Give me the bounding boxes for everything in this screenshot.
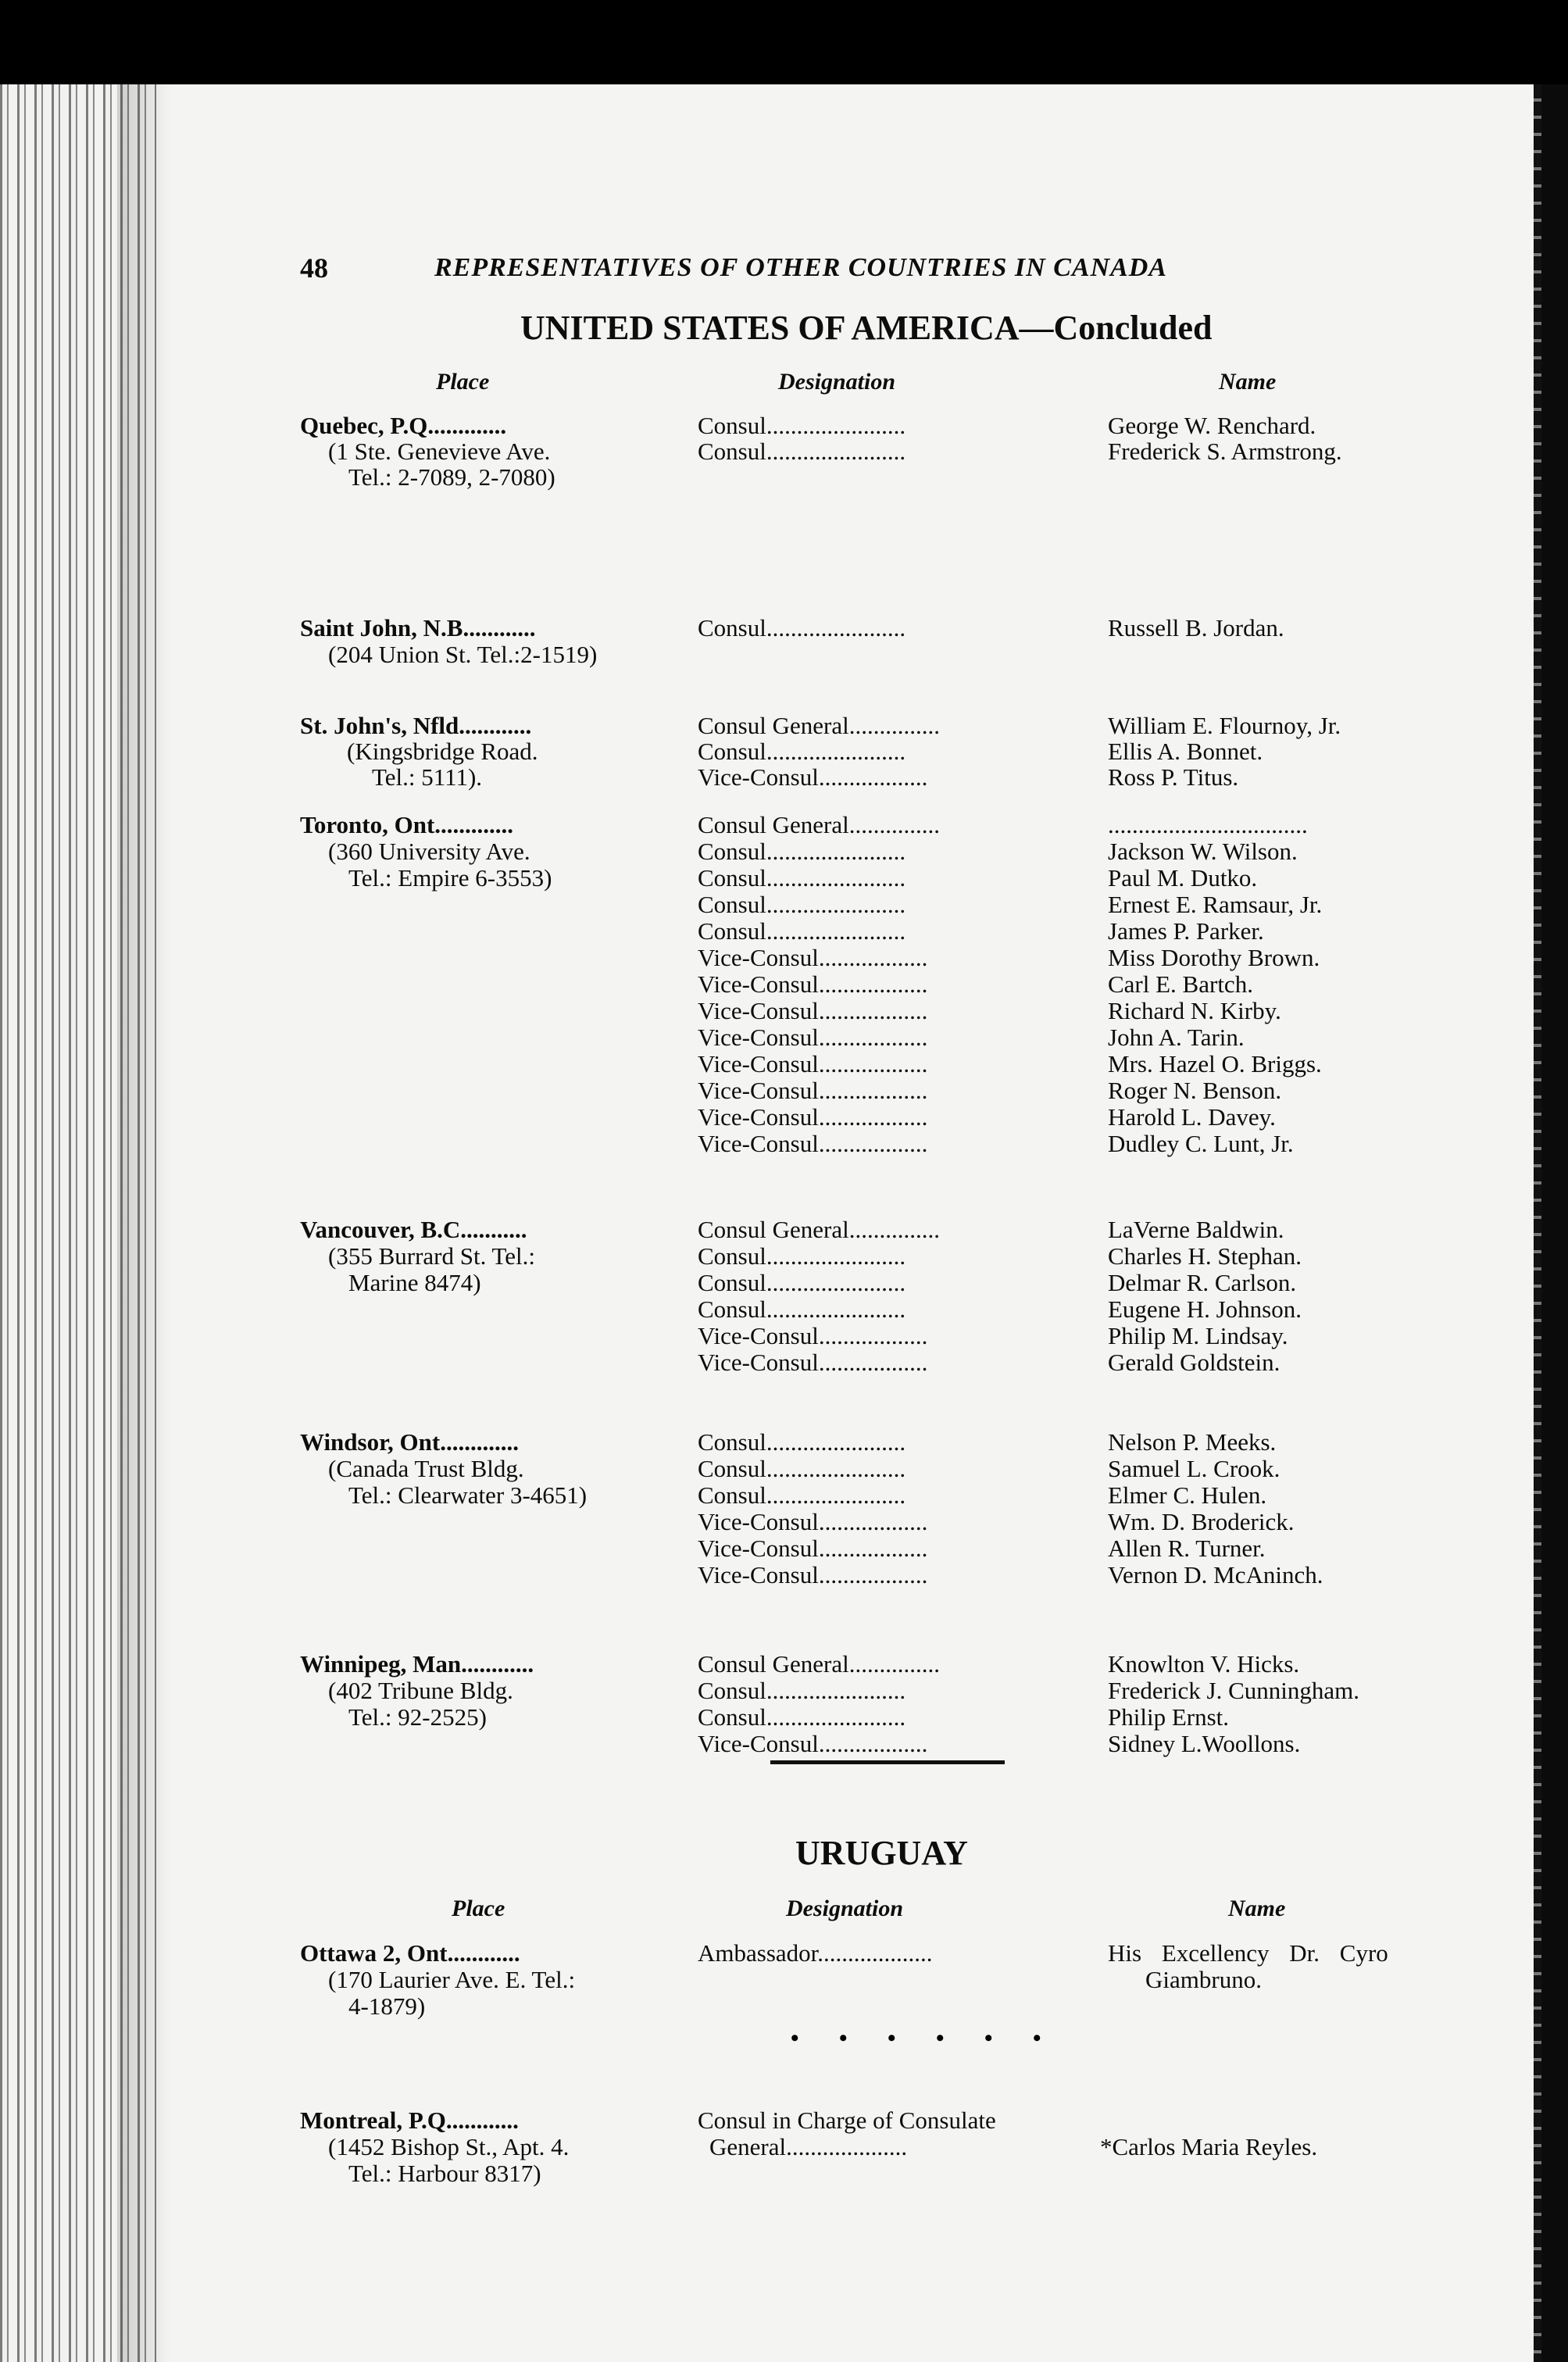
gutter-shadow (117, 84, 172, 2362)
person-name: Carl E. Bartch. (1108, 970, 1253, 998)
place-name: Ottawa 2, Ont............ (300, 1939, 520, 1967)
person-name: Delmar R. Carlson. (1108, 1269, 1297, 1296)
designation: Vice-Consul.................. (698, 1024, 928, 1051)
person-name: Nelson P. Meeks. (1108, 1428, 1277, 1456)
person-name: George W. Renchard. (1108, 412, 1316, 439)
column-header-place: Place (452, 1896, 505, 1921)
designation: Consul....................... (698, 864, 906, 892)
person-name: Philip Ernst. (1108, 1703, 1230, 1731)
person-name: Ross P. Titus. (1108, 763, 1239, 791)
person-name: Ernest E. Ramsaur, Jr. (1108, 891, 1323, 918)
place-address: Tel.: 92-2525) (348, 1703, 487, 1731)
designation: Consul....................... (698, 838, 906, 865)
person-name: Allen R. Turner. (1108, 1535, 1266, 1562)
section-divider (770, 1760, 1005, 1764)
designation: Consul....................... (698, 614, 906, 641)
place-name: Toronto, Ont............. (300, 811, 514, 838)
running-title: REPRESENTATIVES OF OTHER COUNTRIES IN CANADA (434, 253, 1168, 282)
place-address: Marine 8474) (348, 1269, 481, 1296)
column-header-designation: Designation (786, 1896, 904, 1921)
place-address: (Kingsbridge Road. (347, 738, 538, 765)
place-address: (1 Ste. Genevieve Ave. (328, 438, 551, 465)
designation-continued: General.................... (709, 2133, 908, 2160)
section-title: UNITED STATES OF AMERICA—Concluded (520, 309, 1213, 347)
person-name: Vernon D. McAninch. (1108, 1561, 1323, 1588)
designation: Vice-Consul.................. (698, 1322, 928, 1349)
separator-bullets: • • • • • • (791, 2025, 1059, 2051)
designation: Vice-Consul.................. (698, 763, 928, 791)
designation: Consul....................... (698, 1481, 906, 1509)
designation: Vice-Consul.................. (698, 1561, 928, 1588)
designation: Vice-Consul.................. (698, 1050, 928, 1077)
designation: Vice-Consul.................. (698, 1130, 928, 1157)
person-name: Russell B. Jordan. (1108, 614, 1284, 641)
place-name: Vancouver, B.C........... (300, 1216, 527, 1243)
person-name: Paul M. Dutko. (1108, 864, 1258, 892)
designation: Consul....................... (698, 1455, 906, 1482)
designation: Consul....................... (698, 1242, 906, 1270)
place-address: (170 Laurier Ave. E. Tel.: (328, 1966, 576, 1993)
designation: Consul....................... (698, 412, 906, 439)
person-name-continued: Giambruno. (1145, 1966, 1262, 1993)
person-name: Ellis A. Bonnet. (1108, 738, 1263, 765)
person-name: Wm. D. Broderick. (1108, 1508, 1295, 1535)
designation: Consul....................... (698, 1428, 906, 1456)
person-name: Frederick J. Cunningham. (1108, 1677, 1360, 1704)
person-name: Roger N. Benson. (1108, 1077, 1282, 1104)
page-number: 48 (300, 252, 328, 284)
person-name: Charles H. Stephan. (1108, 1242, 1302, 1270)
place-address: (355 Burrard St. Tel.: (328, 1242, 536, 1270)
person-name: Jackson W. Wilson. (1108, 838, 1298, 865)
column-header-name: Name (1228, 1896, 1286, 1921)
designation: Consul....................... (698, 1677, 906, 1704)
person-name: Elmer C. Hulen. (1108, 1481, 1267, 1509)
person-name: Richard N. Kirby. (1108, 997, 1281, 1024)
place-name: Montreal, P.Q............ (300, 2107, 519, 2134)
designation: Vice-Consul.................. (698, 1535, 928, 1562)
designation: Vice-Consul.................. (698, 970, 928, 998)
designation: Consul....................... (698, 1295, 906, 1323)
place-address: (Canada Trust Bldg. (328, 1455, 524, 1482)
designation: Consul General............... (698, 811, 940, 838)
place-name: St. John's, Nfld............ (300, 712, 532, 739)
person-name: William E. Flournoy, Jr. (1108, 712, 1341, 739)
place-name: Saint John, N.B............ (300, 614, 536, 641)
person-name: LaVerne Baldwin. (1108, 1216, 1284, 1243)
person-name: Miss Dorothy Brown. (1108, 944, 1320, 971)
designation: Vice-Consul.................. (698, 1349, 928, 1376)
place-address: Tel.: 5111). (372, 763, 483, 791)
designation: Ambassador................... (698, 1939, 933, 1967)
section-title: URUGUAY (795, 1834, 968, 1872)
person-name: Philip M. Lindsay. (1108, 1322, 1288, 1349)
place-address: Tel.: Harbour 8317) (348, 2160, 541, 2187)
place-address: (1452 Bishop St., Apt. 4. (328, 2133, 570, 2160)
designation: Consul....................... (698, 1269, 906, 1296)
designation: Vice-Consul.................. (698, 944, 928, 971)
person-name: Mrs. Hazel O. Briggs. (1108, 1050, 1322, 1077)
designation: Consul General............... (698, 1650, 940, 1678)
column-header-name: Name (1219, 369, 1277, 395)
person-name: Gerald Goldstein. (1108, 1349, 1280, 1376)
person-name: Harold L. Davey. (1108, 1103, 1276, 1131)
designation: Consul General............... (698, 1216, 940, 1243)
place-address: Tel.: Empire 6-3553) (348, 864, 552, 892)
place-name: Winnipeg, Man............ (300, 1650, 534, 1678)
designation: Consul....................... (698, 891, 906, 918)
designation: Consul General............... (698, 712, 940, 739)
designation: Consul....................... (698, 738, 906, 765)
designation: Vice-Consul.................. (698, 997, 928, 1024)
place-address: Tel.: Clearwater 3-4651) (348, 1481, 588, 1509)
person-name: Samuel L. Crook. (1108, 1455, 1280, 1482)
person-name: His Excellency Dr. Cyro (1108, 1939, 1388, 1967)
designation: Vice-Consul.................. (698, 1508, 928, 1535)
place-address: (402 Tribune Bldg. (328, 1677, 513, 1704)
place-address: 4-1879) (348, 1992, 426, 2020)
designation: Vice-Consul.................. (698, 1103, 928, 1131)
person-name: Frederick S. Armstrong. (1108, 438, 1342, 465)
person-name: ................................. (1108, 811, 1308, 838)
designation: Consul....................... (698, 1703, 906, 1731)
document-page (0, 84, 1568, 2362)
person-name: Dudley C. Lunt, Jr. (1108, 1130, 1294, 1157)
column-header-place: Place (436, 369, 490, 395)
designation: Vice-Consul.................. (698, 1730, 928, 1757)
person-name: James P. Parker. (1108, 917, 1264, 945)
person-name: *Carlos Maria Reyles. (1100, 2133, 1318, 2160)
designation: Consul....................... (698, 438, 906, 465)
person-name: John A. Tarin. (1108, 1024, 1245, 1051)
person-name: Eugene H. Johnson. (1108, 1295, 1302, 1323)
place-name: Windsor, Ont............. (300, 1428, 519, 1456)
designation: Consul in Charge of Consulate (698, 2107, 996, 2134)
place-address: Tel.: 2-7089, 2-7080) (348, 463, 555, 491)
designation: Consul....................... (698, 917, 906, 945)
place-address: (204 Union St. Tel.:2-1519) (328, 641, 598, 668)
person-name: Knowlton V. Hicks. (1108, 1650, 1300, 1678)
place-address: (360 University Ave. (328, 838, 530, 865)
column-header-designation: Designation (778, 369, 896, 395)
page-edge (1541, 84, 1568, 2362)
place-name: Quebec, P.Q............. (300, 412, 507, 439)
person-name: Sidney L.Woollons. (1108, 1730, 1301, 1757)
designation: Vice-Consul.................. (698, 1077, 928, 1104)
